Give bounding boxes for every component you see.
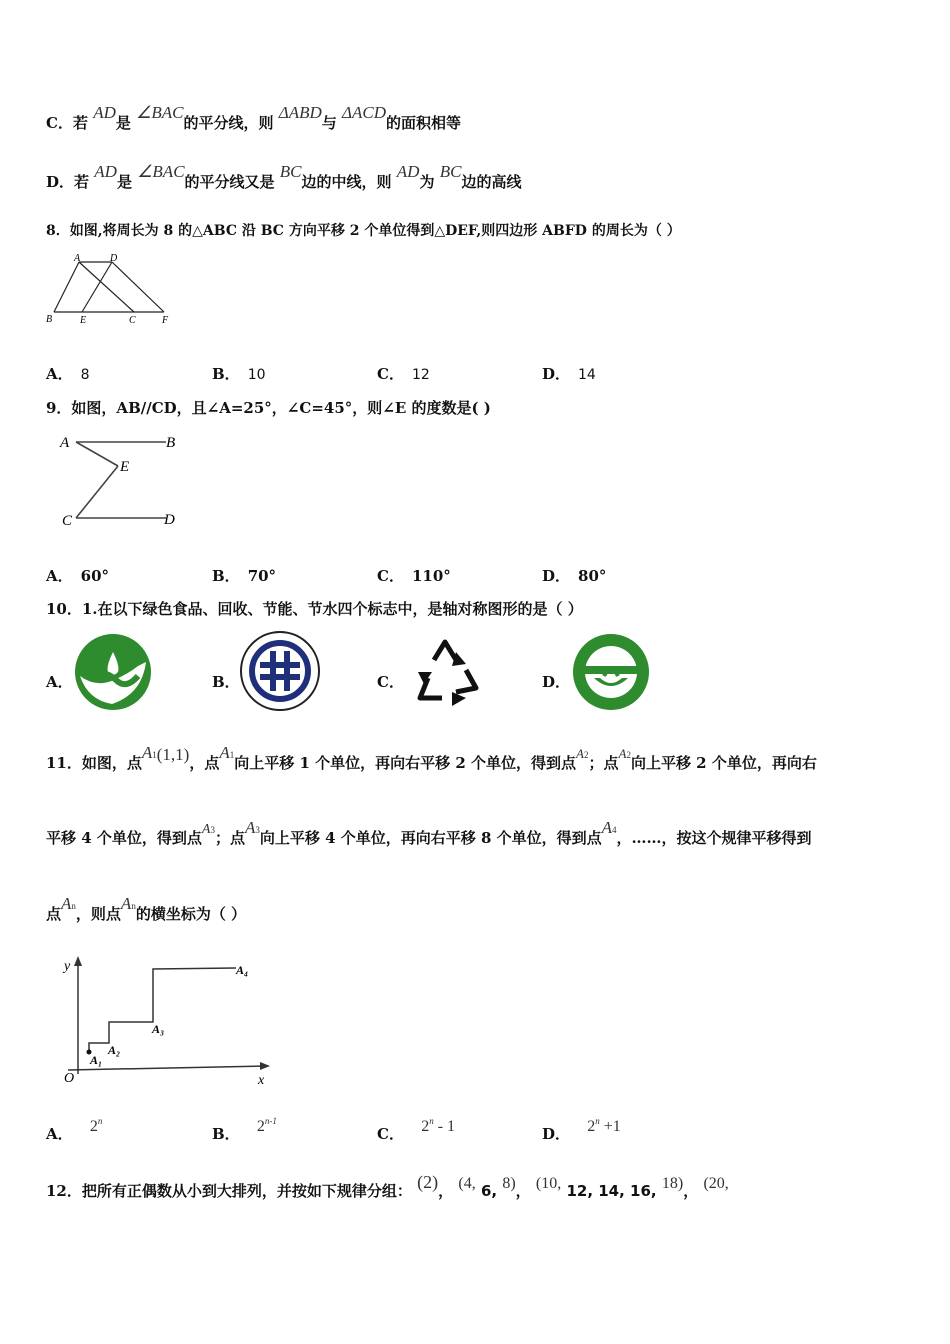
q11-axis-x: x xyxy=(258,1073,265,1088)
q8-option-b: B． 10 xyxy=(212,365,266,383)
q11-point-a2: A₂ xyxy=(108,1043,121,1057)
water-saving-logo-icon xyxy=(570,632,652,712)
q12-stem: 12．把所有正偶数从小到大排列，并按如下规律分组： (2)， (4, 6, 8)， (10, 12, 14, 16, 18)， (20, xyxy=(46,1172,729,1200)
q9-option-d: D． 80° xyxy=(542,567,607,585)
q9-figure xyxy=(56,428,186,533)
q10-stem: 10．1.在以下绿色食品、回收、节能、节水四个标志中，是轴对称图形的是（ ） xyxy=(46,600,583,618)
q11-origin: O xyxy=(64,1071,75,1086)
q8-label-f: F xyxy=(162,315,169,326)
q8-label-e: E xyxy=(80,315,87,326)
q11-option-a: A． 2$^n$ xyxy=(46,1116,103,1143)
q9-option-c: C． 110° xyxy=(377,567,451,585)
q11-option-d: D． $2^n +1$ xyxy=(542,1116,621,1143)
q10-option-a: A． xyxy=(46,673,73,691)
q11-option-c: C． 2$^n$ - 1 xyxy=(377,1116,456,1143)
q11-figure xyxy=(58,950,278,1090)
q8-label-a: A xyxy=(74,253,81,264)
q9-label-a: A xyxy=(60,435,70,451)
q7-option-c: C．若 AD是 ∠BAC的平分线，则 ΔABD与 ΔACD的面积相等 xyxy=(46,103,462,132)
q11-point-a3: A₃ xyxy=(152,1022,165,1036)
q8-label-c: C xyxy=(129,315,136,326)
q11-option-b: B． 2$^{n-1}$ xyxy=(212,1116,277,1143)
q9-label-e: E xyxy=(120,459,130,475)
q9-option-a: A． 60° xyxy=(46,567,110,585)
q11-point-a4: A₄ xyxy=(236,963,249,977)
q11-line-3: 点An，则点An的横坐标为（ ） xyxy=(46,894,247,923)
q9-label-c: C xyxy=(62,513,73,529)
recycle-logo-icon xyxy=(404,632,486,712)
q9-label-b: B xyxy=(166,435,176,451)
q11-line-2: 平移 4 个单位，得到点A3；点A3向上平移 4 个单位，再向右平移 8 个单位，得到点A4，……，按这个规律平移得到 xyxy=(46,818,812,847)
q11-axis-y: y xyxy=(64,959,71,974)
q9-label-d: D xyxy=(164,512,175,528)
q10-option-d: D． xyxy=(542,673,571,691)
green-food-logo-icon xyxy=(72,632,154,712)
q9-option-b: B． 70° xyxy=(212,567,277,585)
q10-option-b: B． xyxy=(212,673,240,691)
q8-figure xyxy=(44,250,179,328)
q8-label-d: D xyxy=(110,253,118,264)
q11-point-a1: A₁ xyxy=(90,1053,103,1067)
q8-option-c: C． 12 xyxy=(377,365,430,383)
q8-stem: 8．如图,将周长为 8 的△ABC 沿 BC 方向平移 2 个单位得到△DEF,则四边形 ABFD 的周长为（ ） xyxy=(46,223,681,239)
q11-line-1: 11．如图，点A1(1,1)，点A1向上平移 1 个单位，再向右平移 2 个单位，得到点A2；点A2向上平移 2 个单位，再向右 xyxy=(46,743,817,772)
q8-label-b: B xyxy=(46,314,53,325)
q8-option-d: D． 14 xyxy=(542,365,596,383)
q8-option-a: A． 8 xyxy=(46,365,90,383)
energy-saving-logo-icon xyxy=(238,629,322,713)
q9-stem: 9．如图，AB//CD，且∠A=25°，∠C=45°，则∠E 的度数是( ) xyxy=(46,399,491,417)
q7-option-d: D．若 AD是 ∠BAC的平分线又是 BC边的中线，则 AD为 BC边的高线 xyxy=(46,162,522,191)
q10-option-c: C． xyxy=(377,673,404,691)
